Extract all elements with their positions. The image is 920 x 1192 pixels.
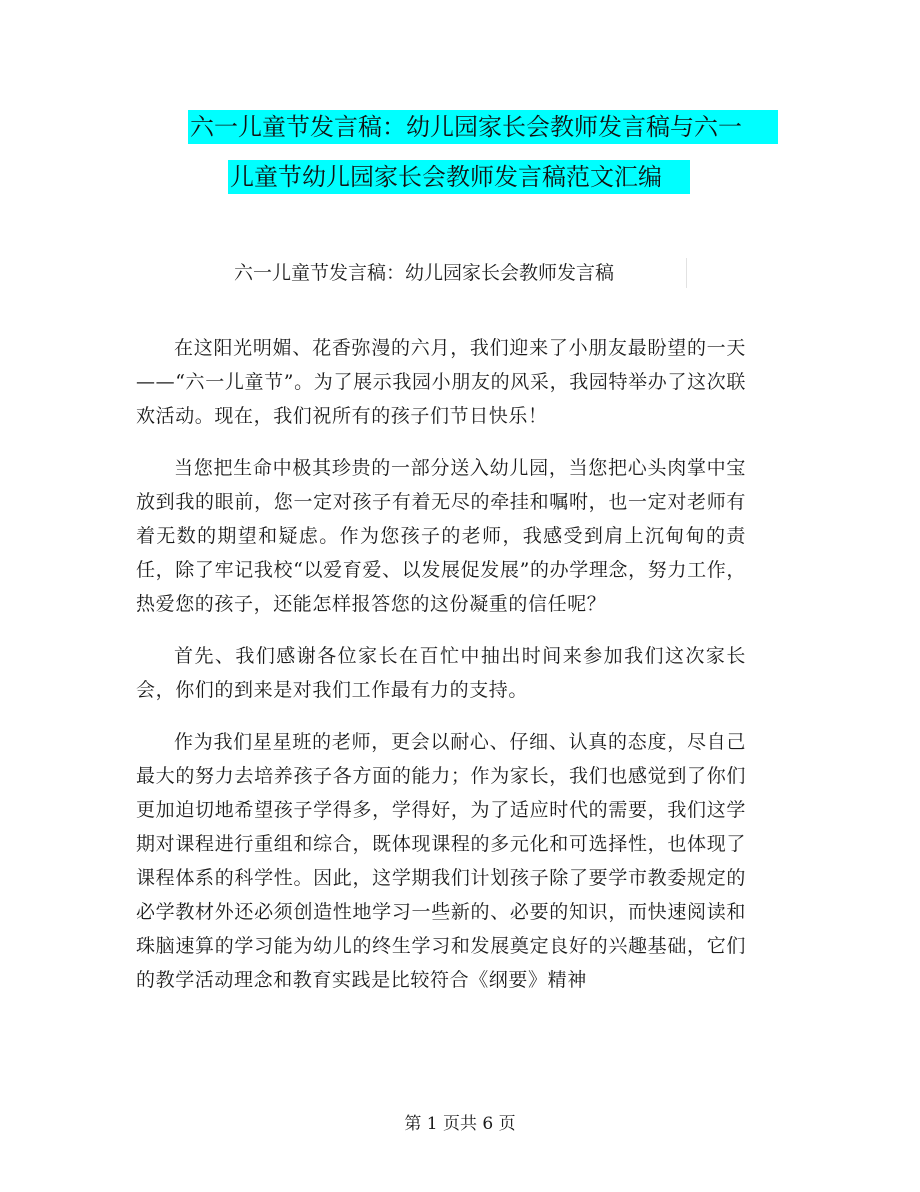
document-body <box>136 331 746 1015</box>
page-footer: 第 1 页共 6 页 <box>404 1114 516 1134</box>
paragraph: 首先、我们感谢各位家长在百忙中抽出时间来参加我们这次家长会，你们的到来是对我们工作最有力的支持。 <box>136 645 746 701</box>
document-title-line-1: 六一儿童节发言稿：幼儿园家长会教师发言稿与六一 <box>188 110 778 144</box>
document-title-line-2: 儿童节幼儿园家长会教师发言稿范文汇编 <box>228 160 690 194</box>
paragraph: 在这阳光明媚、花香弥漫的六月，我们迎来了小朋友最盼望的一天——“六一儿童节”。为了展示我园小朋友的风采，我园特举办了这次联欢活动。现在，我们祝所有的孩子们节日快乐！ <box>136 337 746 427</box>
section-subtitle: 六一儿童节发言稿：幼儿园家长会教师发言稿 <box>232 258 687 288</box>
paragraph: 当您把生命中极其珍贵的一部分送入幼儿园，当您把心头肉掌中宝放到我的眼前，您一定对孩子有着无尽的牵挂和嘱咐，也一定对老师有着无数的期望和疑虑。作为您孩子的老师，我感受到肩上沉甸甸的责任，除了牢记我校“以爱育爱、以发展促发展”的办学理念，努力工作，热爱您的孩子，还能怎样报答您的这份凝重的信任呢？ <box>136 457 746 615</box>
paragraph: 作为我们星星班的老师，更会以耐心、仔细、认真的态度，尽自己最大的努力去培养孩子各方面的能力；作为家长，我们也感觉到了你们更加迫切地希望孩子学得多，学得好，为了适应时代的需要，我们这学期对课程进行重组和综合，既体现课程的多元化和可选择性，也体现了课程体系的科学性。因此，这学期我们计划孩子除了要学市教委规定的必学教材外还必须创造性地学习一些新的、必要的知识，而快速阅读和珠脑速算的学习能为幼儿的终生学习和发展奠定良好的兴趣基础，它们的教学活动理念和教育实践是比较符合《纲要》精神 <box>136 731 746 991</box>
